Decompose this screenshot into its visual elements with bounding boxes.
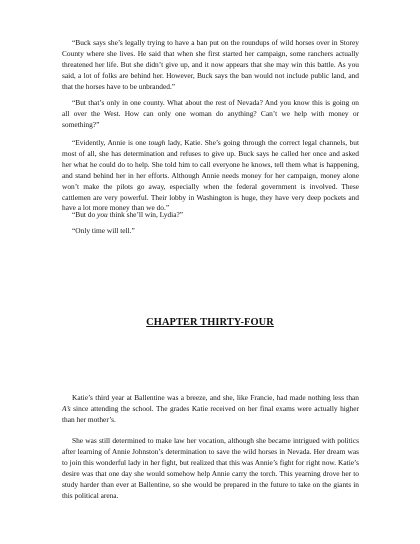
- paragraph-only-time: “Only time will tell.”: [72, 226, 135, 235]
- paragraph-lydia-question: “But do you think she’ll win, Lydia?”: [72, 210, 184, 219]
- paragraph-third-year: Katie’s third year at Ballentine was a breeze, and she, like Francie, had made nothing less than A’s since attending the school. The grades Katie received on her final exams were actually higher than her mother’s.: [62, 393, 359, 424]
- paragraph-one-county: “But that’s only in one county. What about the rest of Nevada? And you know this is going on all over the West. How can only one woman do anything? Can’t we help with money or something?”: [62, 98, 359, 129]
- paragraph-vocation: She was still determined to make law her vocation, although she became intrigued with politics after learning of Annie Johnston’s determination to save the wild horses in Nevada. Her dream was to join this wonderful lady in her fight, but realized that this was Annie’s fight for right now. Katie’s desire was that one day she would somehow help Annie carry the torch. This yearning drove her to study harder than ever at Ballentine, so she would be prepared in the future to take on the giants in this political arena.: [62, 436, 359, 500]
- chapter-heading: CHAPTER THIRTY-FOUR: [146, 317, 274, 328]
- emphasis-as: A’s: [62, 403, 71, 413]
- emphasis-tough: tough: [148, 138, 166, 147]
- emphasis-you: you: [97, 210, 108, 219]
- paragraph-buck-ban: “Buck says she’s legally trying to have a ban put on the roundups of wild horses over in Storey County where she lives. He said that when she first started her campaign, some ranchers actually threatened her life. But she didn’t give up, and it now appears that she may win this battle. As you said, a lot of folks are behind her. However, Buck says the ban would not include public land, and that the horses have to be unbranded.”: [62, 38, 359, 91]
- paragraph-evidently: “Evidently, Annie is one tough lady, Katie. She’s going through the correct legal channels, but most of all, she has determination and refuses to give up. Buck says he called her once and asked her what he could do to help. She told him to call everyone he knows, tell them what is happening, and stand behind her in her efforts. Although Annie needs money for her campaign, money alone won’t make the pilots go away, especially when the federal government is involved. These cattlemen are very powerful. Their lobby in Washington is huge, they have very deep pockets and have a lot more money than we do.”: [62, 138, 359, 213]
